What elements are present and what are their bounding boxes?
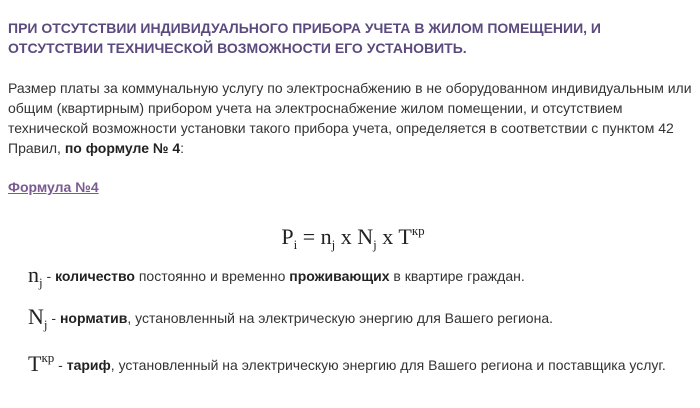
formula-T-sup: кр [411,223,425,238]
symbol-Tkr [28,351,54,376]
formula-x1: x [335,224,358,249]
symbol-n-sub: j [39,275,43,290]
intro-bold: по формуле № 4 [64,140,181,156]
formula-x2: x [376,224,399,249]
def-text: в квартире граждан. [389,268,525,284]
def-term: количество [55,268,135,284]
symbol-T-sup: кр [41,350,55,365]
def-term: норматив [59,310,128,326]
def-term-2: проживающих [289,268,390,284]
definition-Nj [28,304,692,335]
def-text: , установленный на электрическую энергию для Вашего региона. [127,310,553,326]
intro-text: Размер платы за коммунальную услугу по электроснабжению в не оборудованном индивидуальным или общим (квартирным) прибором учета на электроснабжение жилом помещении, и отсутствием технической возможности установки такого прибора учета, определяется в соответствии с пунктом 42 Правил, [8,80,692,156]
def-dash: - [54,357,67,373]
formula [8,216,692,260]
formula-link[interactable]: Формула №4 [8,179,99,195]
def-term: тариф [66,357,111,373]
formula-N: N [357,224,374,249]
formula-P: P [281,224,294,249]
symbol-n: n [28,262,39,287]
formula-n: n [320,224,332,249]
formula-P-sub: i [293,237,298,252]
def-text-mid: постоянно и временно [134,268,290,284]
formula-n-sub: j [331,237,336,252]
definition-nj [28,262,692,293]
intro-paragraph [8,78,692,158]
symbol-T: T [28,351,42,376]
definition-Tkr [28,348,692,375]
symbol-N: N [28,304,44,329]
symbol-N-sub: j [43,317,48,332]
def-text: , установленный на электрическую энергию для Вашего региона и поставщика услуг. [110,357,666,373]
def-dash: - [42,268,56,284]
section-heading: ПРИ ОТСУТСТВИИ ИНДИВИДУАЛЬНОГО ПРИБОРА УЧЕТА В ЖИЛОМ ПОМЕЩЕНИИ, И ОТСУТСТВИИ ТЕХНИЧЕСКОЙ ВОЗМОЖНОСТИ ЕГО УСТАНОВИТЬ. [8,20,601,56]
formula-T: T [398,224,412,249]
symbol-nj [28,262,43,290]
symbol-Nj [28,304,48,332]
formula-eq: = [297,224,321,249]
intro-end: : [180,140,185,156]
formula-N-sub: j [373,237,377,252]
article-section [8,0,692,408]
def-dash: - [47,310,60,326]
